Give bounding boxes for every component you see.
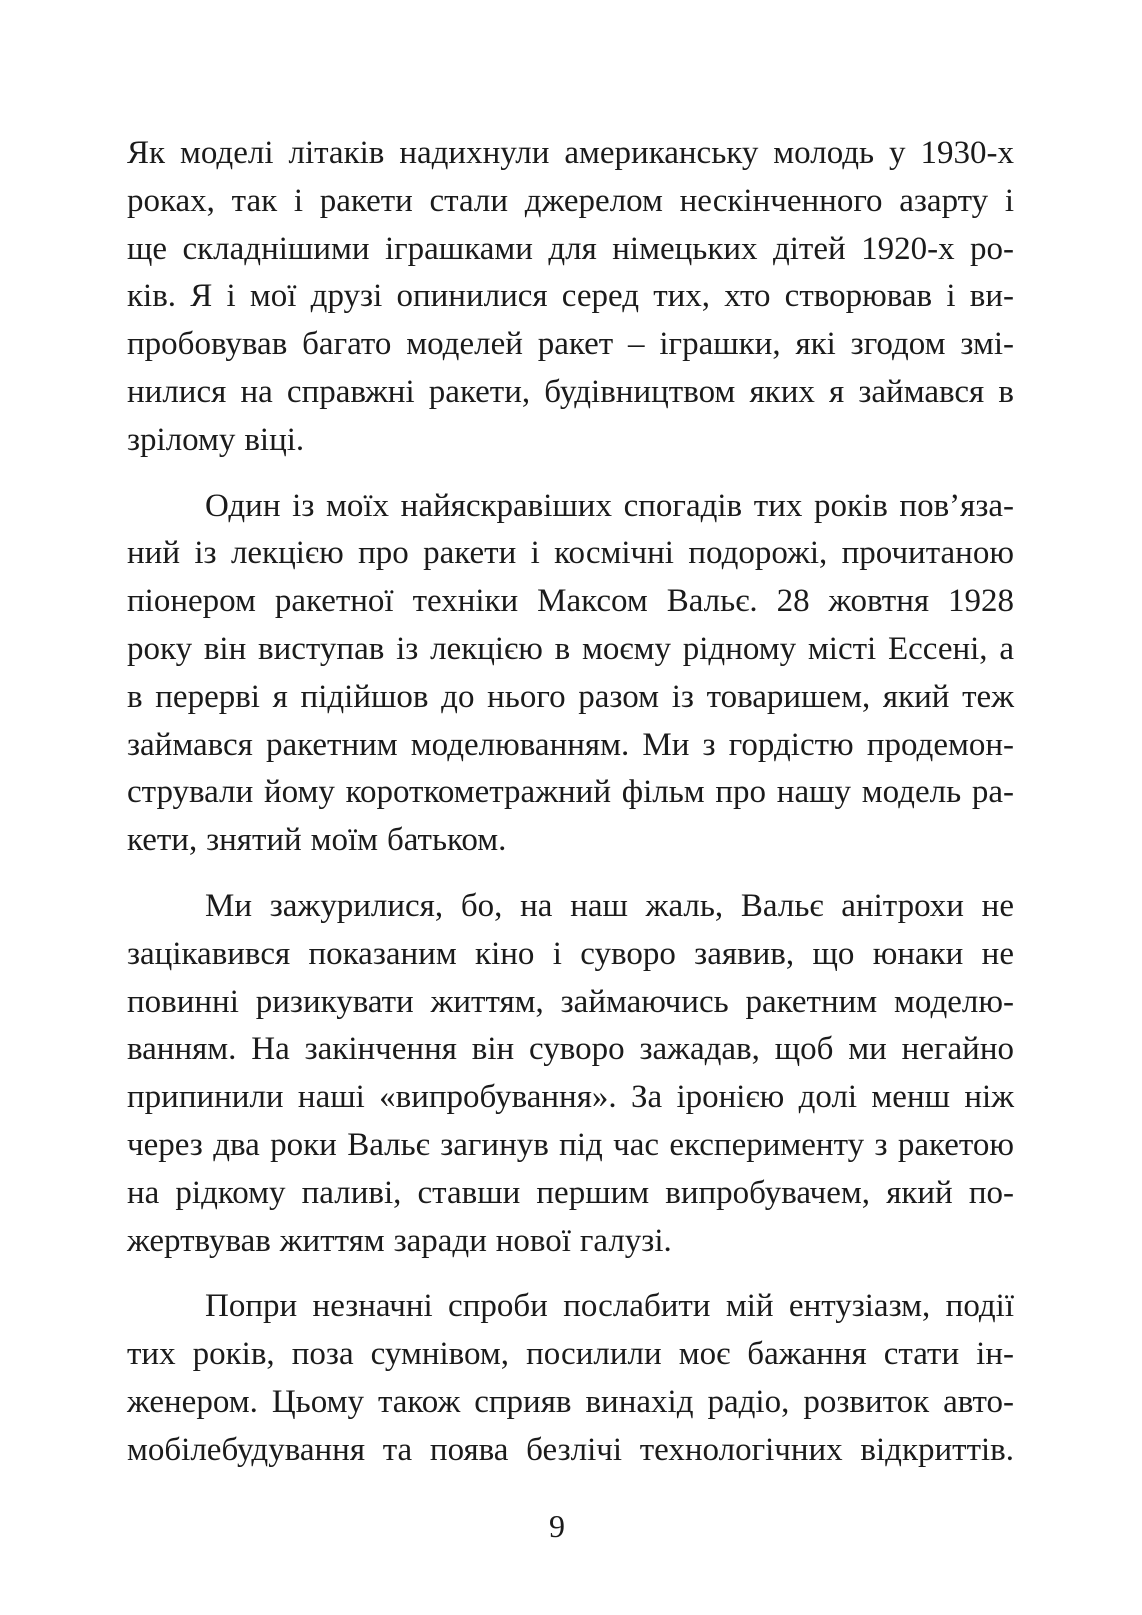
text-line: мобілебудування та поява безлічі технологічних відкриттів. (127, 1431, 1014, 1468)
text-line: жертвував життям заради нової галузі. (127, 1222, 672, 1259)
text-line: в перерві я підійшов до нього разом із товаришем, який теж (127, 678, 1014, 715)
paragraph-4 (127, 1283, 1014, 1474)
text-line: ще складнішими іграшками для німецьких дітей 1920-х ро- (127, 230, 1014, 267)
text-line: через два роки Вальє загинув під час експерименту з ракетою (127, 1126, 1014, 1163)
paragraph-1 (127, 130, 1014, 465)
text-line: припинили наші «випробування». За іронією долі менш ніж (127, 1079, 1014, 1116)
text-line: року він виступав із лекцією в моєму рідному місті Ессені, а (127, 630, 1014, 667)
text-line: стрували йому короткометражний фільм про нашу модель ра- (127, 774, 1014, 811)
text-line: тих років, поза сумнівом, посилили моє бажання стати ін- (127, 1336, 1014, 1373)
text-line: піонером ракетної техніки Максом Вальє. 28 жовтня 1928 (127, 583, 1014, 620)
text-line: роках, так і ракети стали джерелом нескінченного азарту і (127, 182, 1014, 219)
text-line: на рідкому паливі, ставши першим випробувачем, який по- (127, 1174, 1014, 1211)
text-line: ків. Я і мої друзі опинилися серед тих, хто створював і ви- (127, 278, 1014, 315)
text-line: пробовував багато моделей ракет – іграшки, які згодом змі- (127, 326, 1014, 363)
paragraph-2 (127, 483, 1014, 865)
text-line: ванням. На закінчення він суворо зажадав, щоб ми негайно (127, 1031, 1014, 1068)
text-line: Як моделі літаків надихнули американську молодь у 1930-х (127, 135, 1014, 171)
text-line: Ми зажурилися, бо, на наш жаль, Вальє анітрохи не (205, 887, 1014, 924)
text-line: нилися на справжні ракети, будівництвом яких я займався в (127, 373, 1014, 410)
text-line: зацікавився показаним кіно і суворо заявив, що юнаки не (127, 935, 1014, 972)
text-line: Один із моїх найяскравіших спогадів тих років пов’яза- (205, 487, 1014, 524)
text-line: ний із лекцією про ракети і космічні подорожі, прочитаною (127, 535, 1014, 572)
text-line: кети, знятий моїм батьком. (127, 822, 507, 859)
page-footer (0, 1506, 1114, 1546)
text-line: Попри незначні спроби послабити мій ентузіазм, події (205, 1288, 1014, 1325)
page-number: 9 (549, 1508, 565, 1544)
text-line: повинні ризикувати життям, займаючись ракетним моделю- (127, 983, 1014, 1020)
text-line: зрілому віці. (127, 421, 305, 458)
text-line: женером. Цьому також сприяв винахід радіо, розвиток авто- (127, 1383, 1014, 1420)
text-line: займався ракетним моделюванням. Ми з гордістю продемон- (127, 726, 1014, 763)
paragraph-3 (127, 883, 1014, 1265)
page-text (127, 130, 1014, 1475)
